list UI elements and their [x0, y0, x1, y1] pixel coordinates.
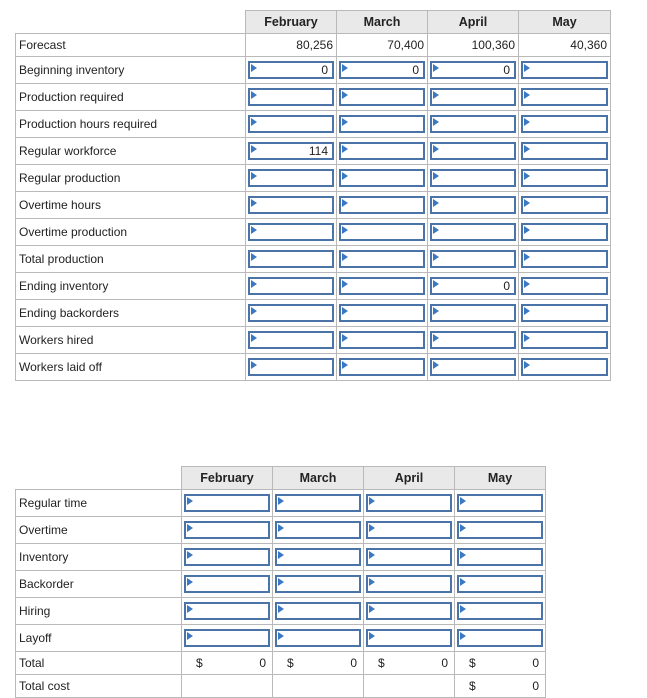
input-hiring-cost-april[interactable]: [366, 602, 452, 620]
total-february: [182, 652, 273, 675]
input-overtime-cost-march[interactable]: [275, 521, 361, 539]
input-backorder-cost-may[interactable]: [457, 575, 543, 593]
input-ending-inventory-april[interactable]: 0: [430, 277, 516, 295]
input-regular-workforce-may[interactable]: [521, 142, 608, 160]
input-inventory-cost-february[interactable]: [184, 548, 270, 566]
input-backorder-cost-april[interactable]: [366, 575, 452, 593]
col-header-may: May: [519, 11, 611, 34]
input-regular-workforce-february[interactable]: 114: [248, 142, 334, 160]
table-row-regular-workforce: [16, 138, 611, 165]
input-ending-inventory-may[interactable]: [521, 277, 608, 295]
total-value: 0: [441, 656, 448, 670]
cost-row-backorder: [16, 571, 546, 598]
input-beginning-inventory-march[interactable]: 0: [339, 61, 425, 79]
table-row-production-hours-required: [16, 111, 611, 138]
input-production-hours-march[interactable]: [339, 115, 425, 133]
forecast-march: 70,400: [337, 34, 428, 57]
input-backorder-cost-february[interactable]: [184, 575, 270, 593]
row-label: Overtime production: [16, 219, 246, 246]
col-header-february: February: [246, 11, 337, 34]
table-row-beginning-inventory: [16, 57, 611, 84]
currency-symbol: $: [287, 656, 294, 670]
table-header-row: [16, 11, 611, 34]
input-total-production-april[interactable]: [430, 250, 516, 268]
input-regular-time-may[interactable]: [457, 494, 543, 512]
input-production-hours-february[interactable]: [248, 115, 334, 133]
input-workers-laid-off-march[interactable]: [339, 358, 425, 376]
input-layoff-cost-may[interactable]: [457, 629, 543, 647]
input-layoff-cost-march[interactable]: [275, 629, 361, 647]
input-ending-backorders-february[interactable]: [248, 304, 334, 322]
input-overtime-cost-february[interactable]: [184, 521, 270, 539]
input-inventory-cost-april[interactable]: [366, 548, 452, 566]
input-regular-production-may[interactable]: [521, 169, 608, 187]
input-workers-laid-off-april[interactable]: [430, 358, 516, 376]
table-row-overtime-hours: [16, 192, 611, 219]
cost-table: [15, 466, 546, 698]
input-overtime-production-april[interactable]: [430, 223, 516, 241]
input-ending-inventory-march[interactable]: [339, 277, 425, 295]
input-workers-hired-march[interactable]: [339, 331, 425, 349]
total-cost-empty-april: [364, 675, 455, 698]
header-corner: [16, 11, 246, 34]
input-total-production-march[interactable]: [339, 250, 425, 268]
total-value: 0: [350, 656, 357, 670]
cost-row-total: [16, 652, 546, 675]
table-row-production-required: [16, 84, 611, 111]
input-overtime-hours-may[interactable]: [521, 196, 608, 214]
forecast-february: 80,256: [246, 34, 337, 57]
input-overtime-hours-march[interactable]: [339, 196, 425, 214]
table-row-overtime-production: [16, 219, 611, 246]
input-overtime-cost-april[interactable]: [366, 521, 452, 539]
input-overtime-hours-april[interactable]: [430, 196, 516, 214]
row-label: Total production: [16, 246, 246, 273]
row-label: Overtime: [16, 517, 182, 544]
cost-header-corner: [16, 467, 182, 490]
row-label: Overtime hours: [16, 192, 246, 219]
input-overtime-production-may[interactable]: [521, 223, 608, 241]
cost-row-hiring: [16, 598, 546, 625]
input-backorder-cost-march[interactable]: [275, 575, 361, 593]
row-label: Layoff: [16, 625, 182, 652]
input-hiring-cost-february[interactable]: [184, 602, 270, 620]
input-production-hours-may[interactable]: [521, 115, 608, 133]
total-value: 0: [259, 656, 266, 670]
input-production-required-april[interactable]: [430, 88, 516, 106]
input-regular-time-march[interactable]: [275, 494, 361, 512]
row-label: Workers laid off: [16, 354, 246, 381]
col-header-april: April: [428, 11, 519, 34]
row-label: Regular workforce: [16, 138, 246, 165]
input-workers-laid-off-may[interactable]: [521, 358, 608, 376]
input-production-required-march[interactable]: [339, 88, 425, 106]
input-workers-hired-may[interactable]: [521, 331, 608, 349]
total-may: [455, 652, 546, 675]
input-workers-hired-april[interactable]: [430, 331, 516, 349]
input-ending-backorders-may[interactable]: [521, 304, 608, 322]
cost-row-total-cost: [16, 675, 546, 698]
forecast-april: 100,360: [428, 34, 519, 57]
input-ending-backorders-april[interactable]: [430, 304, 516, 322]
input-overtime-production-february[interactable]: [248, 223, 334, 241]
input-regular-workforce-march[interactable]: [339, 142, 425, 160]
input-production-required-february[interactable]: [248, 88, 334, 106]
total-cost-empty-february: [182, 675, 273, 698]
table-row-workers-hired: [16, 327, 611, 354]
input-regular-time-april[interactable]: [366, 494, 452, 512]
table-row-forecast: [16, 34, 611, 57]
input-regular-workforce-april[interactable]: [430, 142, 516, 160]
currency-symbol: $: [196, 656, 203, 670]
input-ending-inventory-february[interactable]: [248, 277, 334, 295]
input-workers-laid-off-february[interactable]: [248, 358, 334, 376]
cost-col-header-february: February: [182, 467, 273, 490]
input-overtime-cost-may[interactable]: [457, 521, 543, 539]
cost-row-overtime: [16, 517, 546, 544]
currency-symbol: $: [469, 679, 476, 693]
cost-col-header-april: April: [364, 467, 455, 490]
cost-row-regular-time: [16, 490, 546, 517]
input-inventory-cost-may[interactable]: [457, 548, 543, 566]
row-label: Regular time: [16, 490, 182, 517]
row-label: Inventory: [16, 544, 182, 571]
input-overtime-hours-february[interactable]: [248, 196, 334, 214]
input-production-required-may[interactable]: [521, 88, 608, 106]
currency-symbol: $: [469, 656, 476, 670]
row-label: Beginning inventory: [16, 57, 246, 84]
input-regular-time-february[interactable]: [184, 494, 270, 512]
table-row-ending-backorders: [16, 300, 611, 327]
row-label: Workers hired: [16, 327, 246, 354]
row-label: Backorder: [16, 571, 182, 598]
input-regular-production-april[interactable]: [430, 169, 516, 187]
row-label: Total cost: [16, 675, 182, 698]
row-label: Ending inventory: [16, 273, 246, 300]
input-beginning-inventory-february[interactable]: 0: [248, 61, 334, 79]
forecast-may: 40,360: [519, 34, 611, 57]
input-production-hours-april[interactable]: [430, 115, 516, 133]
table-row-ending-inventory: [16, 273, 611, 300]
total-cost-empty-march: [273, 675, 364, 698]
input-ending-backorders-march[interactable]: [339, 304, 425, 322]
cost-row-layoff: [16, 625, 546, 652]
input-beginning-inventory-may[interactable]: [521, 61, 608, 79]
production-plan-table: [15, 10, 611, 381]
row-label: Regular production: [16, 165, 246, 192]
row-label: Ending backorders: [16, 300, 246, 327]
row-label: Production required: [16, 84, 246, 111]
input-workers-hired-february[interactable]: [248, 331, 334, 349]
input-inventory-cost-march[interactable]: [275, 548, 361, 566]
table-row-regular-production: [16, 165, 611, 192]
input-overtime-production-march[interactable]: [339, 223, 425, 241]
input-hiring-cost-may[interactable]: [457, 602, 543, 620]
input-beginning-inventory-april[interactable]: 0: [430, 61, 516, 79]
input-regular-production-march[interactable]: [339, 169, 425, 187]
row-label: Hiring: [16, 598, 182, 625]
cost-header-row: [16, 467, 546, 490]
table-row-total-production: [16, 246, 611, 273]
total-march: [273, 652, 364, 675]
input-hiring-cost-march[interactable]: [275, 602, 361, 620]
input-total-production-may[interactable]: [521, 250, 608, 268]
input-layoff-cost-april[interactable]: [366, 629, 452, 647]
cost-col-header-may: May: [455, 467, 546, 490]
table-row-workers-laid-off: [16, 354, 611, 381]
total-value: 0: [532, 656, 539, 670]
total-april: [364, 652, 455, 675]
cost-col-header-march: March: [273, 467, 364, 490]
total-cost-may: [455, 675, 546, 698]
row-label: Production hours required: [16, 111, 246, 138]
total-cost-value: 0: [532, 679, 539, 693]
cost-row-inventory: [16, 544, 546, 571]
input-total-production-february[interactable]: [248, 250, 334, 268]
input-layoff-cost-february[interactable]: [184, 629, 270, 647]
row-label: Total: [16, 652, 182, 675]
currency-symbol: $: [378, 656, 385, 670]
col-header-march: March: [337, 11, 428, 34]
row-label: Forecast: [16, 34, 246, 57]
input-regular-production-february[interactable]: [248, 169, 334, 187]
